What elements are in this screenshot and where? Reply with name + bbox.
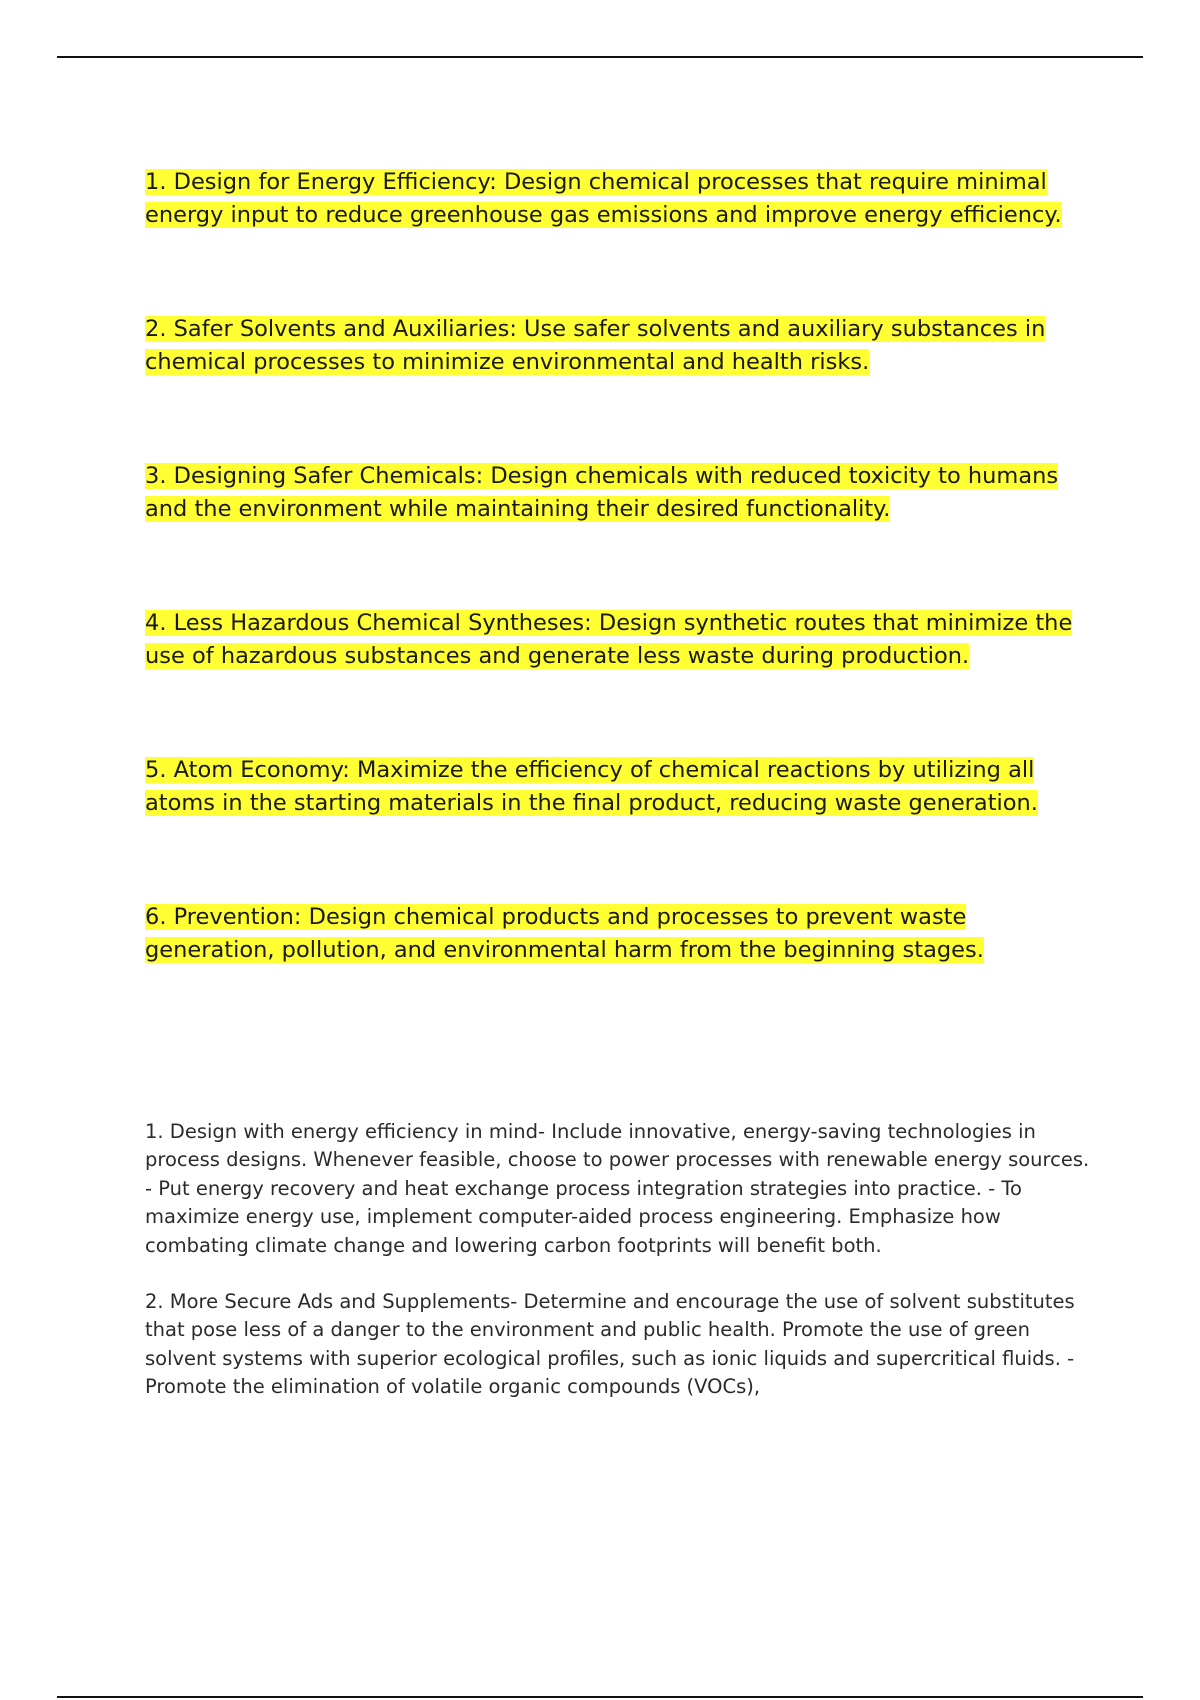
principle-text: 4. Less Hazardous Chemical Syntheses: Design synthetic routes that minimize the use of hazardous substances and generate less waste during production. — [145, 610, 1073, 669]
principle-item — [145, 460, 1095, 525]
principle-item — [145, 607, 1095, 672]
principle-text: 6. Prevention: Design chemical products and processes to prevent waste generation, pollution, and environmental harm from the beginning stages. — [145, 904, 984, 963]
principle-text: 3. Designing Safer Chemicals: Design chemicals with reduced toxicity to humans and the environment while maintaining their desired functionality. — [145, 463, 1059, 522]
principle-item — [145, 313, 1095, 378]
top-rule — [57, 56, 1143, 58]
principle-item — [145, 754, 1095, 819]
explanation-paragraph: 2. More Secure Ads and Supplements- Determine and encourage the use of solvent substitutes that pose less of a danger to the environment and public health. Promote the use of green solvent systems with superior ecological profiles, such as ionic liquids and supercritical fluids. - Promote the elimination of volatile organic compounds (VOCs), — [145, 1290, 1075, 1399]
principles-list — [145, 166, 1095, 966]
principle-item — [145, 901, 1095, 966]
principle-text: 1. Design for Energy Efficiency: Design chemical processes that require minimal energy input to reduce greenhouse gas emissions and improve energy efficiency. — [145, 169, 1062, 228]
explanation-paragraphs — [145, 1118, 1095, 1402]
principle-text: 2. Safer Solvents and Auxiliaries: Use safer solvents and auxiliary substances in chemical processes to minimize environmental and health risks. — [145, 316, 1046, 375]
bottom-rule — [57, 1696, 1143, 1698]
principle-item — [145, 166, 1095, 231]
explanation-paragraph: 1. Design with energy efficiency in mind- Include innovative, energy-saving technologies in process designs. Whenever feasible, choose to power processes with renewable energy sources. - Put energy recovery and heat exchange process integration strategies into practice. - To maximize energy use, implement computer-aided process engineering. Emphasize how combating climate change and lowering carbon footprints will benefit both. — [145, 1120, 1090, 1257]
principle-text: 5. Atom Economy: Maximize the efficiency of chemical reactions by utilizing all atoms in the starting materials in the final product, reducing waste generation. — [145, 757, 1038, 816]
